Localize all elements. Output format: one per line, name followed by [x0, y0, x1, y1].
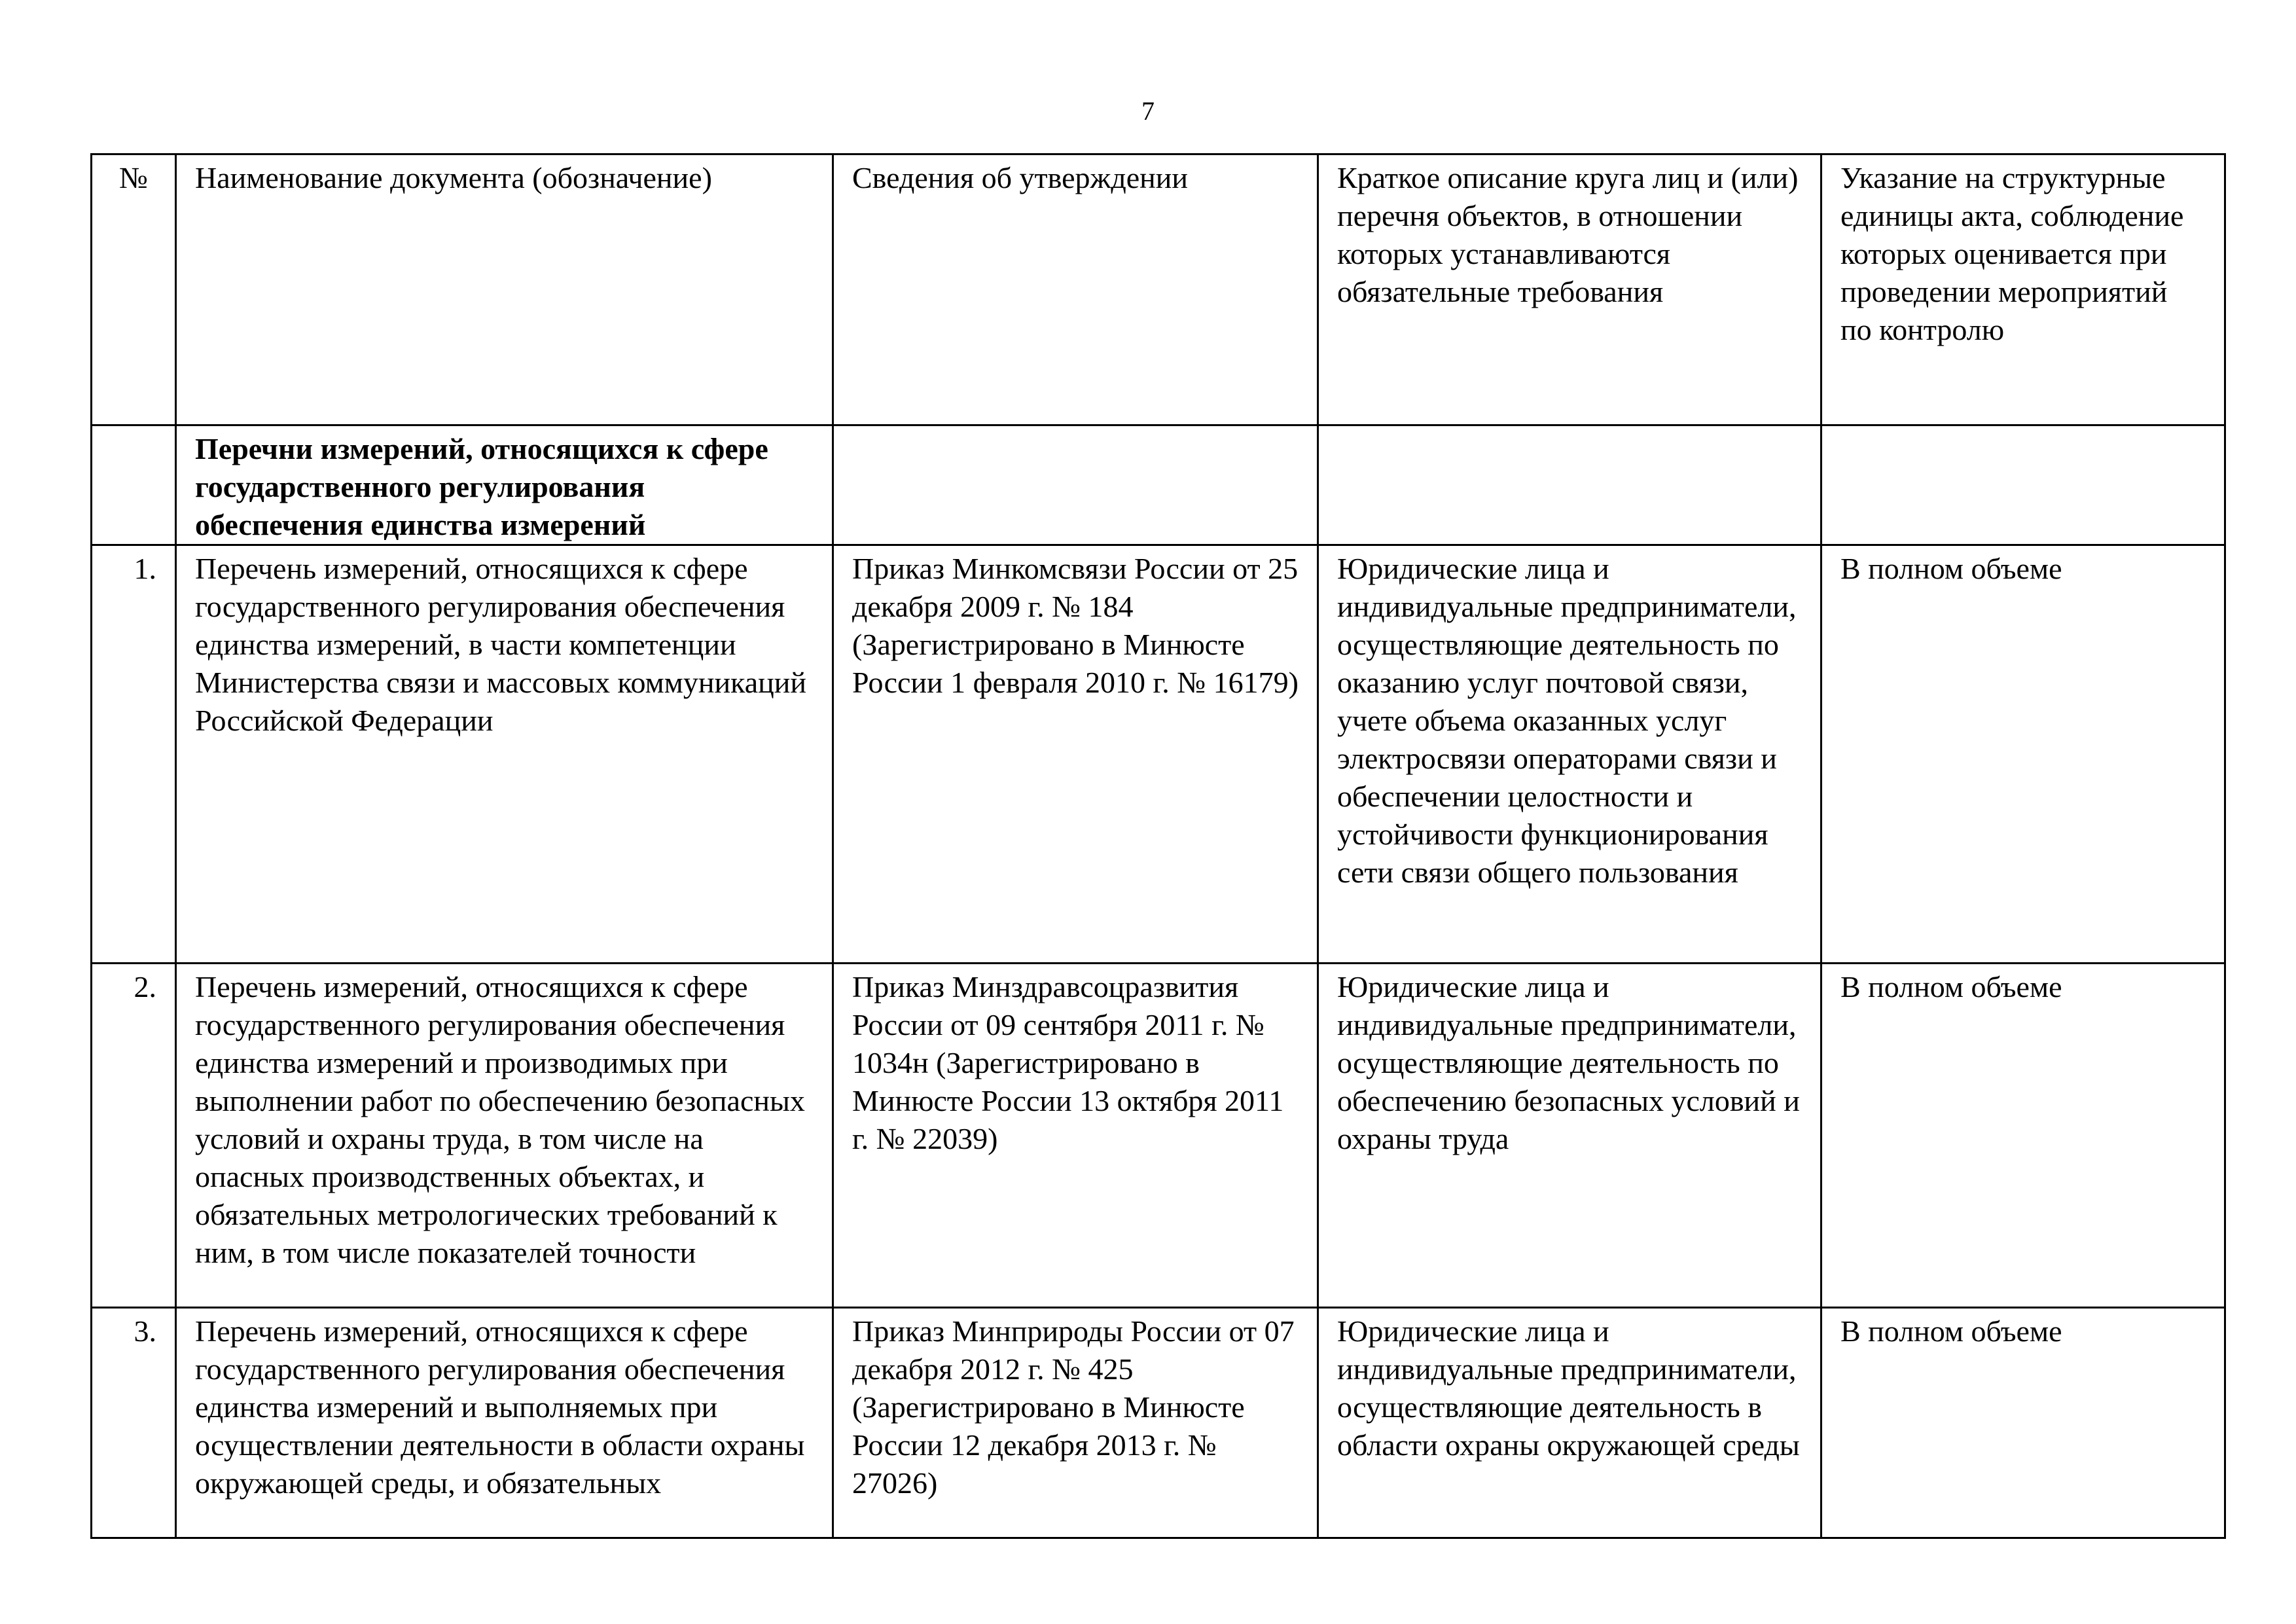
header-scope: Краткое описание круга лиц и (или) перечня объектов, в отношении которых устанавливаются обязательные требования — [1318, 154, 1821, 425]
section-empty-cell — [1821, 425, 2225, 545]
row-approval-registration: (Зарегистрировано в Минюсте России 12 декабря 2013 г. № 27026) — [852, 1390, 1245, 1500]
row-approval-main: Приказ Минздравсоцразвития России от 09 сентября 2011 г. № 1034н — [852, 970, 1265, 1079]
table-row — [92, 964, 2225, 1308]
row-num: 2. — [92, 964, 176, 1308]
row-name: Перечень измерений, относящихся к сфере государственного регулирования обеспечения единства измерений и производимых при выполнении работ по обеспечению безопасных условий и охраны труда, в том числе на опасных производственных объектах, и обязательных метрологических требований к ним, в том числе показателей точности — [176, 964, 833, 1308]
row-name: Перечень измерений, относящихся к сфере государственного регулирования обеспечения единства измерений, в части компетенции Министерства связи и массовых коммуникаций Российской Федерации — [176, 545, 833, 964]
header-name: Наименование документа (обозначение) — [176, 154, 833, 425]
row-approval-main: Приказ Минприроды России от 07 декабря 2012 г. № 425 — [852, 1314, 1295, 1386]
row-approval-main: Приказ Минкомсвязи России от 25 декабря 2009 г. № 184 — [852, 552, 1299, 623]
row-scope: Юридические лица и индивидуальные предприниматели, осуществляющие деятельность по оказанию услуг почтовой связи, учете объема оказанных услуг электросвязи операторами связи и обеспечении целостности и устойчивости функционирования сети связи общего пользования — [1318, 545, 1821, 964]
row-approval — [833, 1308, 1318, 1538]
row-units: В полном объеме — [1821, 1308, 2225, 1538]
row-scope: Юридические лица и индивидуальные предприниматели, осуществляющие деятельность по обеспечению безопасных условий и охраны труда — [1318, 964, 1821, 1308]
section-title: Перечни измерений, относящихся к сфере государственного регулирования обеспечения единства измерений — [176, 425, 833, 545]
row-units: В полном объеме — [1821, 964, 2225, 1308]
row-approval-registration: (Зарегистрировано в Минюсте России 13 октября 2011 г. № 22039) — [852, 1046, 1284, 1155]
requirements-table — [90, 153, 2226, 1539]
row-num: 3. — [92, 1308, 176, 1538]
section-row — [92, 425, 2225, 545]
row-approval-registration: (Зарегистрировано в Минюсте России 1 февраля 2010 г. № 16179) — [852, 628, 1299, 699]
section-num-cell — [92, 425, 176, 545]
row-num: 1. — [92, 545, 176, 964]
table-header-row — [92, 154, 2225, 425]
page-number: 7 — [1141, 96, 1155, 126]
header-units: Указание на структурные единицы акта, соблюдение которых оценивается при проведении мероприятий по контролю — [1821, 154, 2225, 425]
header-approval: Сведения об утверждении — [833, 154, 1318, 425]
table-row — [92, 1308, 2225, 1538]
section-empty-cell — [833, 425, 1318, 545]
row-name: Перечень измерений, относящихся к сфере государственного регулирования обеспечения единства измерений и выполняемых при осуществлении деятельности в области охраны окружающей среды, и обязательных — [176, 1308, 833, 1538]
row-scope: Юридические лица и индивидуальные предприниматели, осуществляющие деятельность в области охраны окружающей среды — [1318, 1308, 1821, 1538]
header-num: № — [92, 154, 176, 425]
row-units: В полном объеме — [1821, 545, 2225, 964]
row-approval — [833, 545, 1318, 964]
table-row — [92, 545, 2225, 964]
row-approval — [833, 964, 1318, 1308]
section-empty-cell — [1318, 425, 1821, 545]
